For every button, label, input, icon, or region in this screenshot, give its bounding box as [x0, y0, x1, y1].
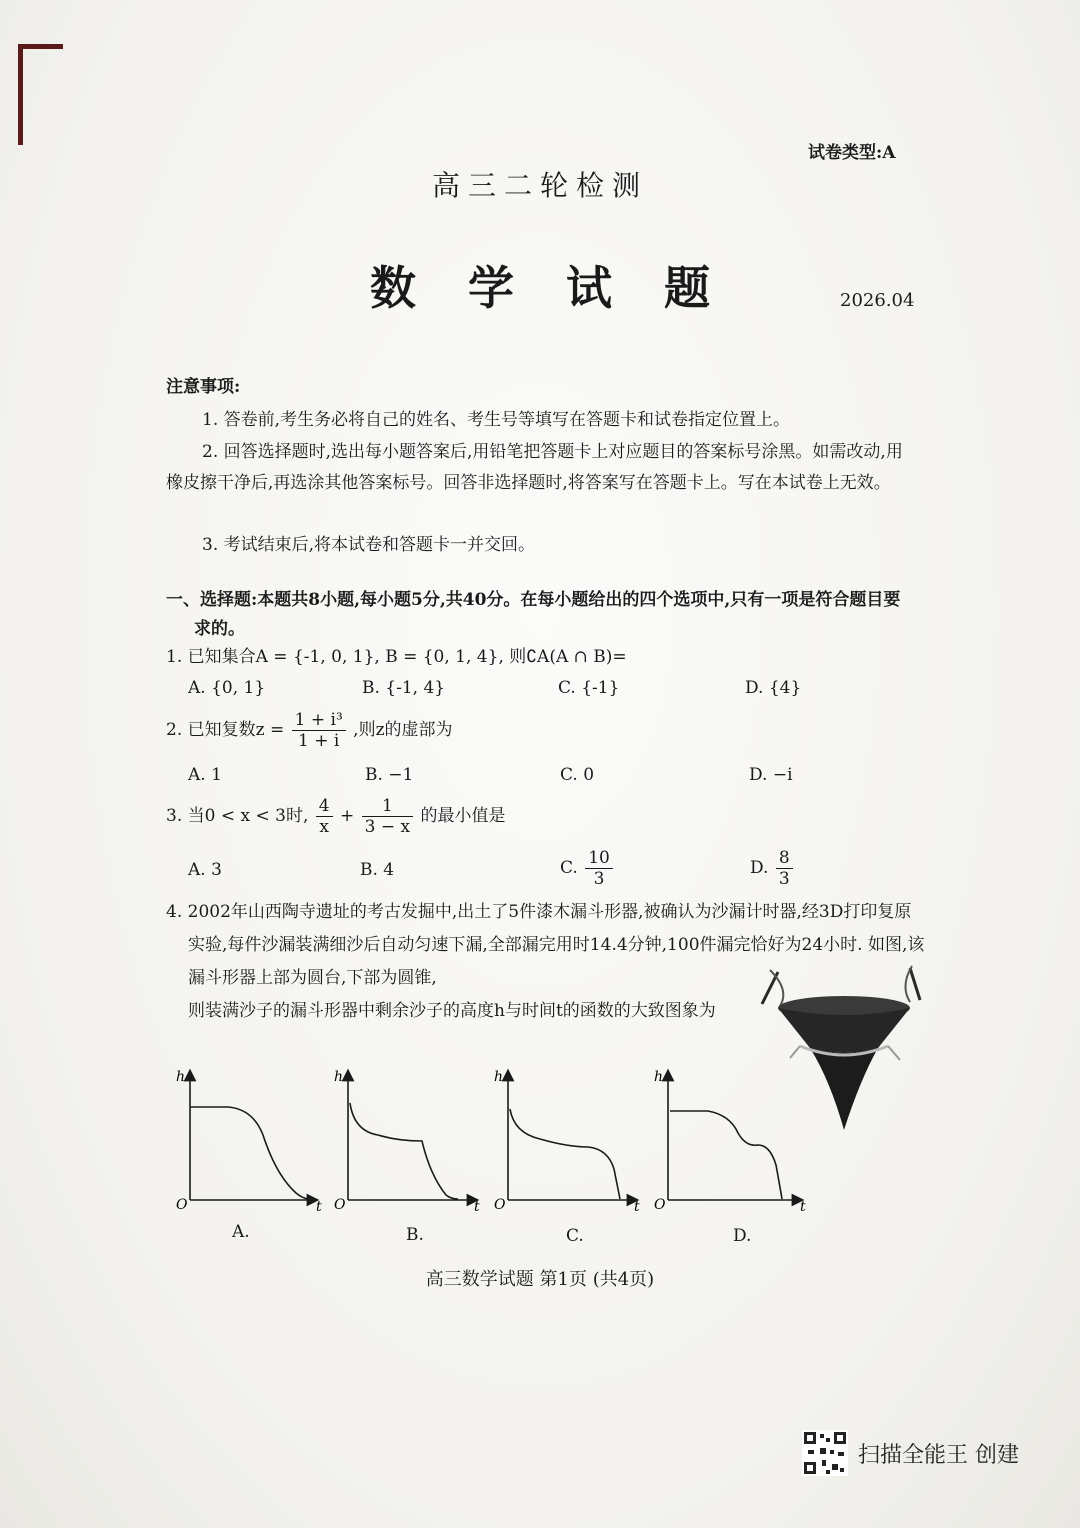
question-3-f2-numerator: 1: [362, 796, 413, 817]
question-4-stem-b: 则装满沙子的漏斗形器中剩余沙子的高度h与时间t的函数的大致图象为: [188, 1001, 716, 1021]
question-3-option-c-prefix: C.: [560, 858, 578, 878]
graph-c-origin: O: [494, 1197, 506, 1213]
notice-heading: 注意事项:: [166, 377, 241, 397]
question-3-option-c-fraction: [585, 848, 613, 889]
question-1-option-d: D. {4}: [745, 678, 802, 698]
question-3-option-c: [560, 848, 615, 889]
question-2-option-b: B. −1: [365, 765, 414, 785]
graph-b-label: B.: [406, 1225, 424, 1245]
notice-item-3: 3. 考试结束后,将本试卷和答题卡一并交回。: [202, 535, 536, 555]
graph-c: [494, 1069, 640, 1215]
graph-d-h-label: h: [654, 1069, 664, 1085]
graph-b-h-label: h: [334, 1069, 344, 1085]
question-4-stem-a: 4. 2002年山西陶寺遗址的考古发掘中,出土了5件漆木漏斗形器,被确认为沙漏计时器,经3D打印复原实验,每件沙漏装满细沙后自动匀速下漏,全部漏完用时14.4分钟,100件漏完恰好为24小时. 如图,该漏斗形器上部为圆台,下部为圆锥,: [166, 902, 925, 988]
question-1-option-a: A. {0, 1}: [188, 678, 266, 698]
question-3-option-c-num: 10: [585, 848, 613, 869]
question-2-stem: [166, 710, 453, 751]
exam-subtitle: 高三二轮检测: [431, 169, 648, 202]
question-3-prefix: 3. 当0 < x < 3时,: [166, 806, 309, 826]
paper-type-label: 试卷类型:A: [808, 143, 896, 163]
graph-b-curve: [350, 1103, 458, 1199]
question-2-option-c: C. 0: [560, 765, 595, 785]
graph-c-t-label: t: [634, 1199, 640, 1215]
graph-d: [654, 1069, 806, 1215]
question-2-prefix: 2. 已知复数z =: [166, 720, 285, 740]
exam-title: 数学试题: [370, 261, 762, 315]
question-1-stem: 1. 已知集合A = {-1, 0, 1}, B = {0, 1, 4}, 则∁A(A ∩ B)=: [166, 647, 627, 667]
question-2-denominator: 1 + i: [298, 731, 340, 751]
graph-a-curve: [190, 1107, 308, 1199]
graph-d-origin: O: [654, 1197, 666, 1213]
question-2-option-a: A. 1: [188, 765, 222, 785]
watermark-text: 扫描全能王 创建: [858, 1442, 1019, 1468]
question-3-option-d-fraction: [776, 848, 793, 889]
graph-b-origin: O: [334, 1197, 346, 1213]
question-3-option-d-prefix: D.: [750, 858, 769, 878]
graph-a-t-label: t: [316, 1199, 322, 1215]
question-3-option-d-den: 3: [778, 869, 790, 889]
graph-d-t-label: t: [800, 1199, 806, 1215]
corner-crop-mark: [18, 44, 63, 145]
graph-a-origin: O: [176, 1197, 188, 1213]
graph-d-curve: [670, 1111, 782, 1199]
question-2-fraction: [292, 710, 346, 751]
page-footer: 高三数学试题 第1页 (共4页): [425, 1269, 655, 1290]
graph-c-h-label: h: [494, 1069, 504, 1085]
question-2-numerator: 1 + i³: [292, 710, 346, 731]
scanner-watermark: [802, 1430, 1019, 1476]
graph-b-t-label: t: [474, 1199, 480, 1215]
question-3-fraction-2: [362, 796, 413, 837]
question-1-option-c: C. {-1}: [558, 678, 620, 698]
function-graphs: [168, 1065, 828, 1225]
question-3-option-c-den: 3: [593, 869, 605, 889]
graph-a: [176, 1069, 322, 1215]
question-2-suffix: ,则z的虚部为: [353, 720, 453, 740]
question-3-suffix: 的最小值是: [420, 806, 506, 826]
graph-d-label: D.: [733, 1226, 752, 1246]
exam-date: 2026.04: [840, 290, 915, 311]
question-3-option-d-num: 8: [776, 848, 793, 869]
question-2-option-d: D. −i: [749, 765, 793, 785]
question-3-plus: +: [340, 806, 355, 826]
graph-b: [334, 1069, 480, 1215]
question-3-f2-denominator: 3 − x: [364, 817, 411, 837]
graph-c-curve: [510, 1109, 620, 1199]
qr-code-icon: [802, 1430, 848, 1476]
question-3-option-a: A. 3: [188, 860, 222, 880]
notice-item-1: 1. 答卷前,考生务必将自己的姓名、考生号等填写在答题卡和试卷指定位置上。: [202, 410, 791, 430]
section-heading-text: 一、选择题:本题共8小题,每小题5分,共40分。在每小题给出的四个选项中,只有一项是符合题目要求的。: [166, 590, 901, 639]
question-3-option-d: [750, 848, 795, 889]
graph-c-label: C.: [566, 1226, 584, 1246]
question-3-stem: [166, 796, 506, 837]
question-3-fraction-1: [316, 796, 333, 837]
question-1-option-b: B. {-1, 4}: [362, 678, 446, 698]
question-3-option-b: B. 4: [360, 860, 395, 880]
question-3-f1-numerator: 4: [316, 796, 333, 817]
graph-a-label: A.: [232, 1222, 250, 1242]
graph-a-h-label: h: [176, 1069, 186, 1085]
question-3-f1-denominator: x: [319, 817, 329, 837]
notice-item-2: 2. 回答选择题时,选出每小题答案后,用铅笔把答题卡上对应题目的答案标号涂黑。如需改动,用橡皮擦干净后,再选涂其他答案标号。回答非选择题时,将答案写在答题卡上。写在本试卷上无效。: [166, 442, 903, 493]
section-heading: [166, 586, 916, 644]
